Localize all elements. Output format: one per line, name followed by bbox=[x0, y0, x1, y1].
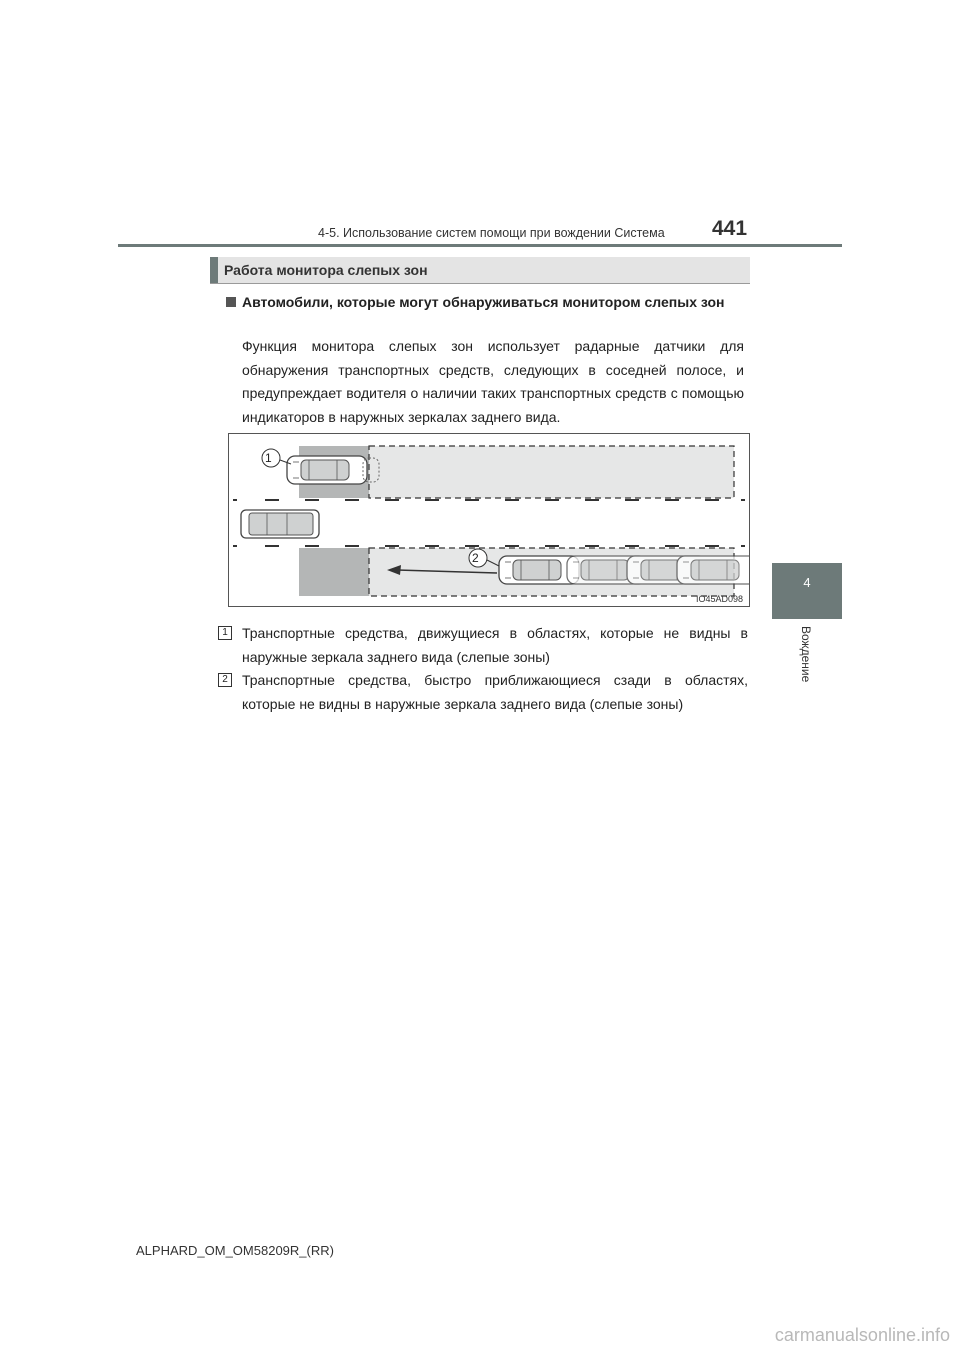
callout-number: 1 bbox=[218, 626, 232, 640]
subheading bbox=[226, 291, 746, 313]
road-diagram bbox=[229, 434, 749, 606]
subheading-text: Автомобили, которые могут обнаруживаться монитором слепых зон bbox=[242, 294, 725, 310]
callout-item-1 bbox=[218, 622, 748, 669]
callout-item-2 bbox=[218, 669, 748, 716]
section-title: Работа монитора слепых зон bbox=[224, 262, 428, 278]
section-bar bbox=[210, 257, 750, 284]
footer-doc-id: ALPHARD_OM_OM58209R_(RR) bbox=[136, 1243, 334, 1258]
header-rule bbox=[118, 244, 842, 247]
figure-id: IO45AD098 bbox=[695, 594, 743, 604]
square-bullet-icon bbox=[226, 297, 236, 307]
chapter-label: Вождение bbox=[799, 626, 813, 683]
own-vehicle bbox=[241, 510, 319, 538]
body-paragraph: Функция монитора слепых зон использует радарные датчики для обнаружения транспортных средств, следующих в соседней полосе, и предупреждает водителя о наличии таких транспортных средств с помощью индикаторов в наружных зеркалах заднего вида. bbox=[242, 338, 744, 425]
chapter-tab bbox=[772, 563, 842, 619]
car-in-blind-zone bbox=[287, 456, 367, 484]
blind-spot-figure bbox=[228, 433, 750, 607]
detection-area-upper bbox=[369, 446, 734, 498]
callout-label-1: 1 bbox=[265, 451, 272, 465]
blind-zone-lower bbox=[299, 548, 369, 596]
chapter-number: 4 bbox=[803, 575, 811, 590]
callout-text: Транспортные средства, движущиеся в областях, которые не видны в наружные зеркала заднего вида (слепые зоны) bbox=[242, 625, 748, 665]
callout-number: 2 bbox=[218, 673, 232, 687]
header-section-title: 4-5. Использование систем помощи при вождении Система bbox=[318, 226, 665, 240]
approaching-car-trail bbox=[567, 556, 749, 584]
callout-text: Транспортные средства, быстро приближающиеся сзади в областях, которые не видны в наружные зеркала заднего вида (слепые зоны) bbox=[242, 672, 748, 712]
callout-label-2: 2 bbox=[472, 551, 479, 565]
section-bar-mark bbox=[210, 257, 218, 283]
watermark: carmanualsonline.info bbox=[774, 1325, 950, 1345]
page-number: 441 bbox=[712, 217, 748, 240]
